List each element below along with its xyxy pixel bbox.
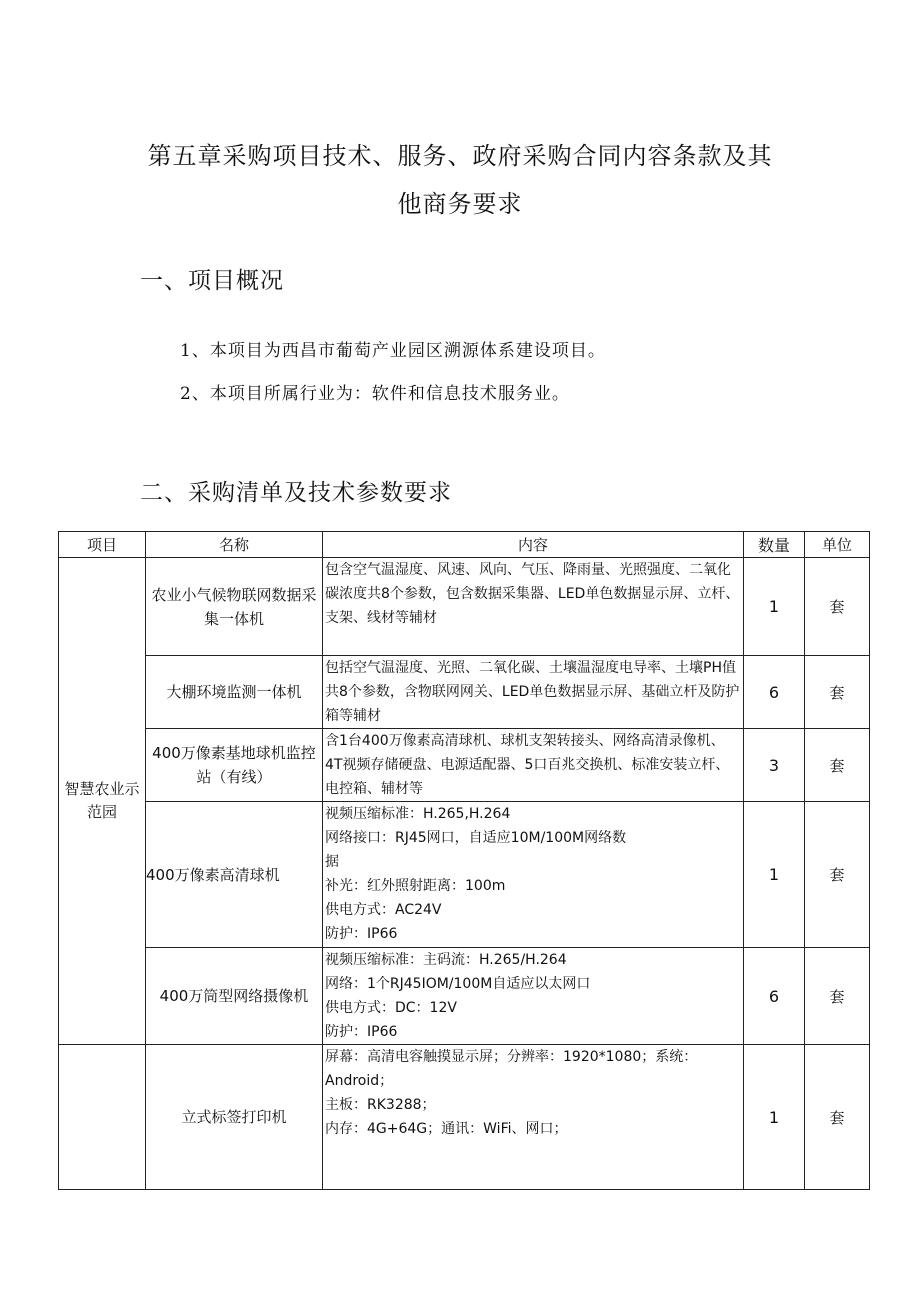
header-name: 名称 (146, 532, 323, 558)
item-content (323, 1045, 744, 1190)
item-unit: 套 (805, 948, 870, 1045)
table-row (59, 802, 870, 948)
table-row (59, 656, 870, 729)
content-line: 屏幕：高清电容触摸显示屏；分辨率：1920*1080；系统：Android； (325, 1049, 698, 1089)
item-unit: 套 (805, 729, 870, 802)
item-content (323, 656, 744, 729)
item-name: 立式标签打印机 (146, 1045, 323, 1190)
content-line: 主板：RK3288； (325, 1097, 436, 1113)
item-content (323, 558, 744, 656)
item-quantity: 6 (744, 656, 805, 729)
chapter-title-line1: 第五章采购项目技术、服务、政府采购合同内容条款及其 (147, 142, 773, 170)
item-name: 农业小气候物联网数据采集一体机 (146, 558, 323, 656)
table-header-row (59, 532, 870, 558)
content-clip (325, 948, 741, 1044)
content-line: 含1台400万像素高清球机、球机支架转接头、网络高清录像机、4T视频存储硬盘、电源适配器、5口百兆交换机、标准安装立杆、电控箱、辅材等 (325, 733, 730, 797)
content-line: 供电方式：AC24V (325, 902, 442, 918)
paragraph-project-name: 1、本项目为西昌市葡萄产业园区溯源体系建设项目。 (180, 341, 606, 361)
header-unit: 单位 (805, 532, 870, 558)
content-line: 网络：1个RJ45IOM/100M自适应以太网口 (325, 976, 591, 992)
category-cell: 智慧农业示范园 (59, 558, 146, 1045)
item-unit: 套 (805, 1045, 870, 1190)
content-line: 防护：IP66 (325, 1024, 398, 1040)
item-unit: 套 (805, 558, 870, 656)
content-line: 包含空气温湿度、风速、风向、气压、降雨量、光照强度、二氧化碳浓度共8个参数，包含数据采集器、LED单色数据显示屏、立杆、支架、线材等辅材 (325, 562, 740, 626)
table-row (59, 558, 870, 656)
content-line: 防护：IP66 (325, 926, 398, 942)
item-unit: 套 (805, 802, 870, 948)
item-unit: 套 (805, 656, 870, 729)
header-project: 项目 (59, 532, 146, 558)
item-quantity: 3 (744, 729, 805, 802)
chapter-title-line2: 他商务要求 (397, 190, 523, 218)
item-name: 400万像素高清球机 (146, 802, 323, 948)
item-content (323, 948, 744, 1045)
category-cell-empty (59, 1045, 146, 1190)
table-row (59, 948, 870, 1045)
item-name: 400万筒型网络摄像机 (146, 948, 323, 1045)
section-heading-overview: 一、项目概况 (140, 268, 284, 294)
table-row (59, 729, 870, 802)
header-content: 内容 (323, 532, 744, 558)
item-quantity: 1 (744, 558, 805, 656)
item-name: 大棚环境监测一体机 (146, 656, 323, 729)
item-quantity: 1 (744, 1045, 805, 1190)
content-line: 视频压缩标准：主码流：H.265/H.264 (325, 952, 567, 968)
header-quantity: 数量 (744, 532, 805, 558)
item-name: 400万像素基地球机监控站（有线） (146, 729, 323, 802)
item-quantity: 1 (744, 802, 805, 948)
content-line: 补光：红外照射距离：100m (325, 878, 506, 894)
section-heading-procurement-list: 二、采购清单及技术参数要求 (140, 480, 452, 506)
item-content (323, 802, 744, 948)
item-quantity: 6 (744, 948, 805, 1045)
content-line: 供电方式：DC：12V (325, 1000, 457, 1016)
procurement-table (58, 531, 870, 1190)
content-line: 网络接口：RJ45网口，自适应10M/100M网络数 (325, 830, 627, 846)
content-line: 视频压缩标准：H.265,H.264 (325, 806, 511, 822)
item-content (323, 729, 744, 802)
content-line: 包括空气温湿度、光照、二氧化碳、土壤温湿度电导率、土壤PH值共8个参数，含物联网网关、LED单色数据显示屏、基础立杆及防护箱等辅材 (325, 660, 740, 724)
paragraph-industry: 2、本项目所属行业为：软件和信息技术服务业。 (180, 384, 570, 404)
content-line: 内存：4G+64G；通讯：WiFi、网口； (325, 1121, 568, 1137)
content-line: 据 (325, 854, 339, 870)
table-row (59, 1045, 870, 1190)
